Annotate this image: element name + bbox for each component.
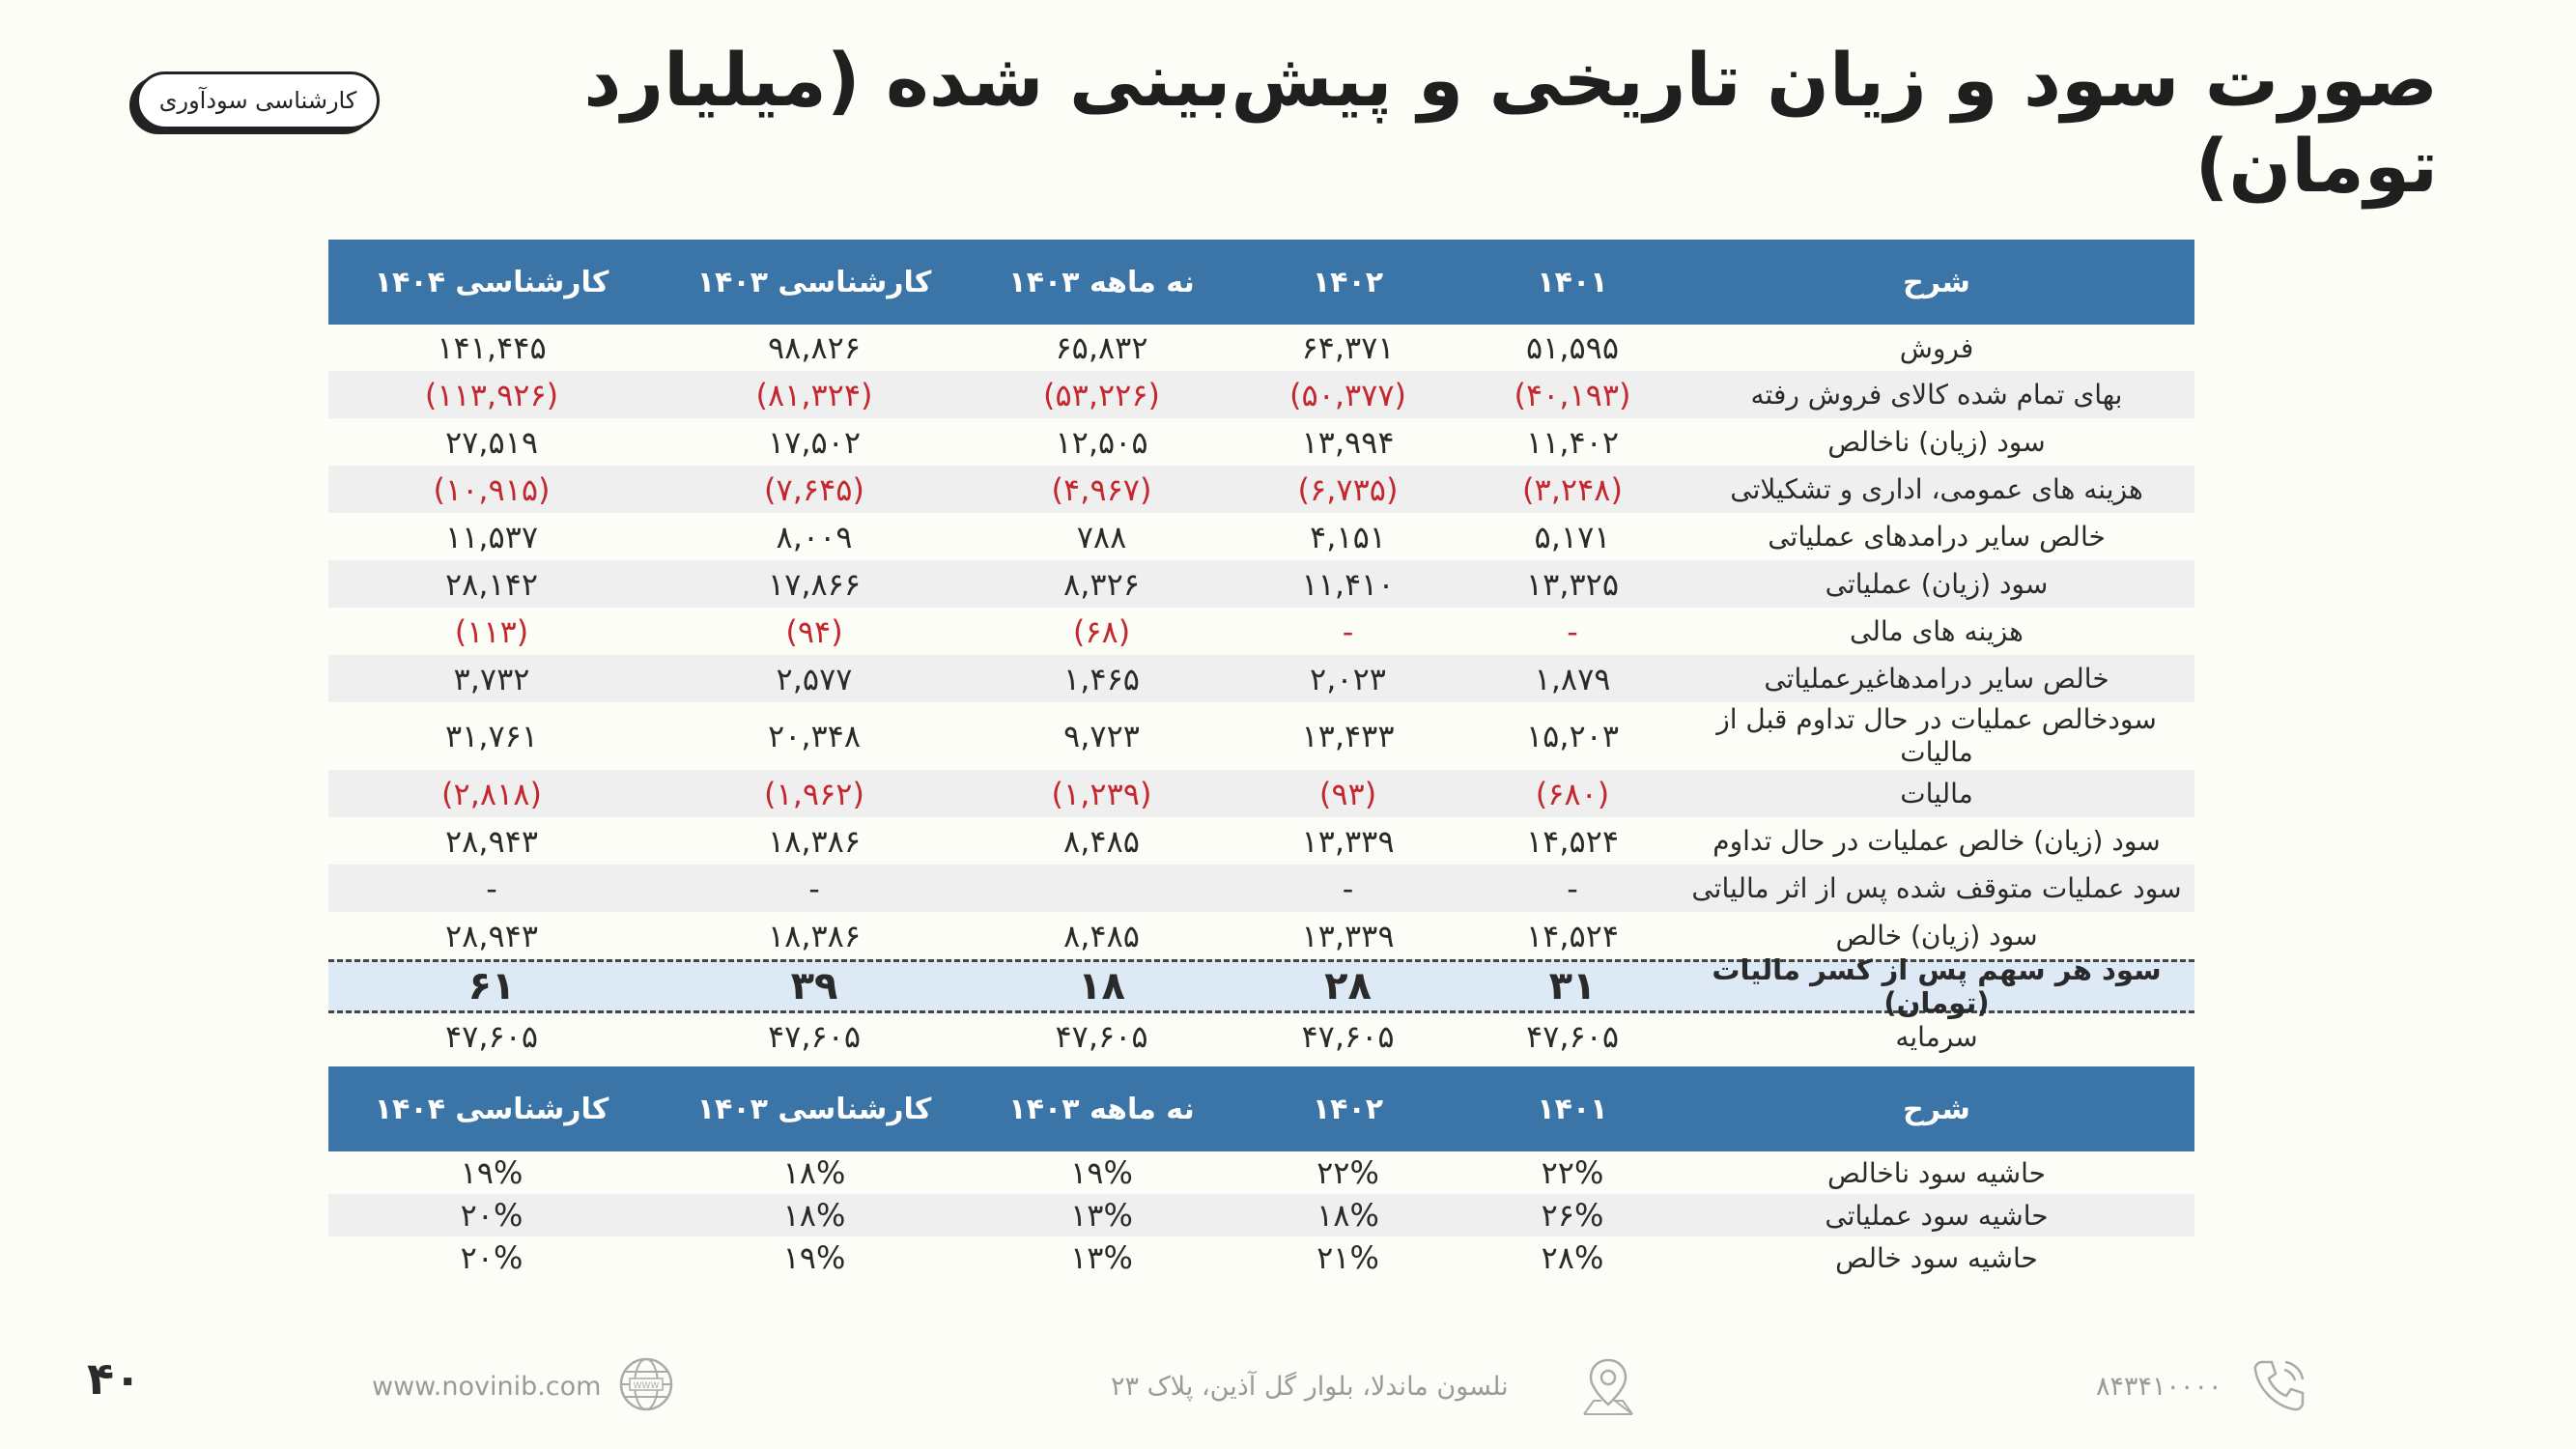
value-cell: ۱۸% [782, 1154, 846, 1191]
value-cell: ۳۱,۷۶۱ [444, 718, 539, 754]
value-cell: ۱۲,۵۰۵ [1055, 423, 1148, 461]
value-cell: ۲,۵۷۷ [776, 660, 853, 697]
value-cell: ۲۲% [1541, 1154, 1604, 1191]
income-statement-table [328, 240, 2194, 1060]
value-cell: ۴۷,۶۰۵ [444, 1018, 539, 1055]
value-cell: (۱۱۳,۹۲۶) [424, 376, 559, 413]
row-label: حاشیه سود خالص [1835, 1241, 2038, 1274]
value-cell: (۶,۷۳۵) [1297, 470, 1399, 508]
value-cell: ۱۸,۳۸۶ [767, 822, 862, 860]
value-cell: ۱۴,۵۲۴ [1525, 917, 1620, 954]
row-label: سود عملیات متوقف شده پس از اثر مالیاتی [1691, 872, 2182, 904]
table-row [328, 608, 2194, 655]
row-label: خالص سایر درامدهاغیرعملیاتی [1764, 663, 2109, 695]
value-cell: ۱۹% [460, 1154, 524, 1191]
value-cell: ۲۱% [1316, 1239, 1379, 1276]
column-header: نه ماهه ۱۴۰۳ [1008, 265, 1195, 299]
column-header: کارشناسی ۱۴۰۴ [374, 1092, 609, 1126]
margins-table [328, 1066, 2194, 1279]
value-cell: ۲۷,۵۱۹ [444, 423, 539, 461]
value-cell: (۴۰,۱۹۳) [1514, 376, 1631, 413]
value-cell: ۴۷,۶۰۵ [1055, 1018, 1148, 1055]
value-cell: ۳۱ [1548, 964, 1597, 1009]
page-number: ۴۰ [87, 1352, 142, 1405]
value-cell: ۲۸% [1541, 1239, 1604, 1276]
value-cell: - [1567, 612, 1578, 650]
value-cell: ۱,۴۶۵ [1063, 660, 1140, 697]
value-cell: - [1342, 612, 1354, 650]
value-cell: ۲,۰۲۳ [1310, 660, 1386, 697]
phone-number[interactable]: ۸۴۳۴۱۰۰۰۰ [2096, 1372, 2222, 1402]
value-cell: ۳۹ [790, 964, 838, 1009]
table-row [328, 560, 2194, 608]
value-cell: (۸۱,۳۲۴) [755, 376, 873, 413]
value-cell: ۲۰% [460, 1197, 524, 1234]
value-cell: (۴,۹۶۷) [1051, 470, 1152, 508]
column-header: نه ماهه ۱۴۰۳ [1008, 1092, 1195, 1126]
website-link[interactable]: www.novinib.com [372, 1372, 602, 1402]
table-row [328, 1013, 2194, 1060]
row-label: بهای تمام شده کالای فروش رفته [1750, 379, 2123, 411]
value-cell: ۱۱,۴۱۰ [1301, 565, 1395, 603]
column-header: شرح [1903, 265, 1970, 299]
value-cell: ۸,۴۸۵ [1063, 822, 1140, 860]
value-cell: ۱۳,۳۲۵ [1525, 565, 1620, 603]
row-label: سود هر سهم پس از کسر مالیات (تومان) [1712, 953, 2162, 1019]
value-cell: ۷۸۸ [1076, 518, 1127, 555]
value-cell: (۱,۲۳۹) [1051, 775, 1152, 812]
value-cell: ۲۸,۹۴۳ [444, 822, 539, 860]
value-cell: ۱۴,۵۲۴ [1525, 822, 1620, 860]
value-cell: ۲۶% [1541, 1197, 1604, 1234]
column-header: ۱۴۰۱ [1537, 265, 1608, 299]
value-cell: ۱۱,۵۳۷ [444, 518, 539, 555]
value-cell: ۱۸% [782, 1197, 846, 1234]
value-cell: - [1342, 869, 1354, 907]
value-cell: ۸,۰۰۹ [776, 518, 853, 555]
address-text: نلسون ماندلا، بلوار گل آذین، پلاک ۲۳ [1111, 1372, 1509, 1402]
value-cell: ۶۵,۸۳۲ [1055, 329, 1148, 366]
table-header [328, 1066, 2194, 1151]
table-row [328, 513, 2194, 560]
value-cell: ۲۰% [460, 1239, 524, 1276]
value-cell: (۹۴) [785, 612, 843, 650]
value-cell: ۱۹% [1070, 1154, 1133, 1191]
value-cell: ۱۸% [1316, 1197, 1379, 1234]
value-cell: (۶۸۰) [1535, 775, 1610, 812]
value-cell: ۱۳,۹۹۴ [1301, 423, 1395, 461]
location-pin-icon [1578, 1354, 1638, 1418]
value-cell: ۱۹% [782, 1239, 846, 1276]
column-header: ۱۴۰۲ [1312, 1092, 1384, 1126]
table-row [328, 466, 2194, 513]
row-label: سرمایه [1895, 1020, 1978, 1053]
column-header: ۱۴۰۱ [1537, 1092, 1608, 1126]
value-cell: (۵۳,۲۲۶) [1042, 376, 1161, 413]
phone-icon [2249, 1354, 2310, 1416]
section-badge: کارشناسی سودآوری [136, 71, 380, 129]
value-cell: ۱۳% [1070, 1239, 1133, 1276]
value-cell: ۲۸,۱۴۲ [444, 565, 539, 603]
value-cell: ۱۷,۵۰۲ [767, 423, 862, 461]
row-label: سودخالص عملیات در حال تداوم قبل از مالیات [1716, 703, 2157, 768]
row-label: سود (زیان) عملیاتی [1825, 568, 2049, 600]
row-label: فروش [1899, 331, 1974, 364]
value-cell: ۱۱,۴۰۲ [1525, 423, 1620, 461]
value-cell: ۲۸,۹۴۳ [444, 917, 539, 954]
value-cell: (۶۸) [1072, 612, 1131, 650]
value-cell: (۱۰,۹۱۵) [433, 470, 551, 508]
value-cell: ۱۳,۳۳۹ [1301, 822, 1395, 860]
value-cell: ۶۱ [467, 964, 516, 1009]
svg-text:WWW: WWW [633, 1381, 660, 1391]
globe-icon [616, 1354, 676, 1414]
table-row [328, 817, 2194, 865]
column-header: شرح [1903, 1092, 1970, 1126]
table-row [328, 655, 2194, 702]
table-row [328, 702, 2194, 770]
row-label: هزینه های مالی [1850, 615, 2024, 647]
value-cell: ۴۷,۶۰۵ [767, 1018, 862, 1055]
value-cell: (۱۱۳) [454, 612, 529, 650]
row-label: سود (زیان) خالص عملیات در حال تداوم [1713, 825, 2161, 857]
table-row [328, 1236, 2194, 1279]
value-cell: ۱۴۱,۴۴۵ [437, 329, 547, 366]
value-cell: ۱۳% [1070, 1197, 1133, 1234]
value-cell: ۱۵,۲۰۳ [1525, 718, 1620, 754]
column-header: کارشناسی ۱۴۰۳ [696, 1092, 932, 1126]
table-row [328, 1194, 2194, 1236]
value-cell: ۴۷,۶۰۵ [1525, 1018, 1620, 1055]
page-title: صورت سود و زیان تاریخی و پیش‌بینی شده (میلیارد تومان) [583, 37, 2438, 209]
value-cell: ۱۸ [1078, 964, 1125, 1009]
value-cell: ۱۳,۴۳۳ [1301, 718, 1395, 754]
table-row [328, 770, 2194, 817]
eps-row [328, 953, 2194, 1019]
value-cell: ۳,۷۳۲ [453, 660, 530, 697]
column-header: ۱۴۰۲ [1312, 265, 1384, 299]
table-row [328, 1151, 2194, 1194]
column-header: کارشناسی ۱۴۰۴ [374, 265, 609, 299]
value-cell: ۱۳,۳۳۹ [1301, 917, 1395, 954]
row-label: سود (زیان) خالص [1835, 920, 2038, 952]
value-cell: ۹,۷۲۳ [1063, 718, 1140, 754]
table-row [328, 865, 2194, 912]
value-cell: (۳,۲۴۸) [1522, 470, 1623, 508]
table-row [328, 325, 2194, 371]
table-row [328, 912, 2194, 959]
value-cell: ۵۱,۵۹۵ [1525, 329, 1620, 366]
row-label: مالیات [1900, 778, 1973, 810]
value-cell: ۸,۳۲۶ [1063, 565, 1140, 603]
value-cell: ۱۸,۳۸۶ [767, 917, 862, 954]
value-cell: ۱,۸۷۹ [1534, 660, 1611, 697]
column-header: کارشناسی ۱۴۰۳ [696, 265, 932, 299]
row-label: هزینه های عمومی، اداری و تشکیلاتی [1730, 473, 2143, 505]
value-cell: ۸,۴۸۵ [1063, 917, 1140, 954]
value-cell: ۱۷,۸۶۶ [767, 565, 862, 603]
value-cell: ۵,۱۷۱ [1534, 518, 1611, 555]
value-cell: ۲۲% [1316, 1154, 1379, 1191]
value-cell: ۴۷,۶۰۵ [1301, 1018, 1395, 1055]
row-label: خالص سایر درامدهای عملیاتی [1768, 521, 2106, 553]
table-header [328, 240, 2194, 325]
row-label: سود (زیان) ناخالص [1827, 426, 2046, 458]
value-cell: (۹۳) [1318, 775, 1377, 812]
value-cell: - [1567, 869, 1578, 907]
value-cell: (۷,۶۴۵) [764, 470, 864, 508]
value-cell: (۲,۸۱۸) [441, 775, 542, 812]
row-label: حاشیه سود عملیاتی [1825, 1199, 2049, 1232]
value-cell: (۱,۹۶۲) [764, 775, 864, 812]
value-cell: ۴,۱۵۱ [1310, 518, 1386, 555]
row-label: حاشیه سود ناخالص [1827, 1156, 2046, 1189]
value-cell: ۶۴,۳۷۱ [1301, 329, 1395, 366]
value-cell: - [486, 869, 497, 907]
value-cell: ۹۸,۸۲۶ [767, 329, 862, 366]
value-cell: ۲۰,۳۴۸ [767, 718, 862, 754]
value-cell: (۵۰,۳۷۷) [1288, 376, 1407, 413]
table-row [328, 418, 2194, 466]
value-cell: ۲۸ [1324, 964, 1372, 1009]
table-row [328, 371, 2194, 418]
value-cell: - [808, 869, 820, 907]
